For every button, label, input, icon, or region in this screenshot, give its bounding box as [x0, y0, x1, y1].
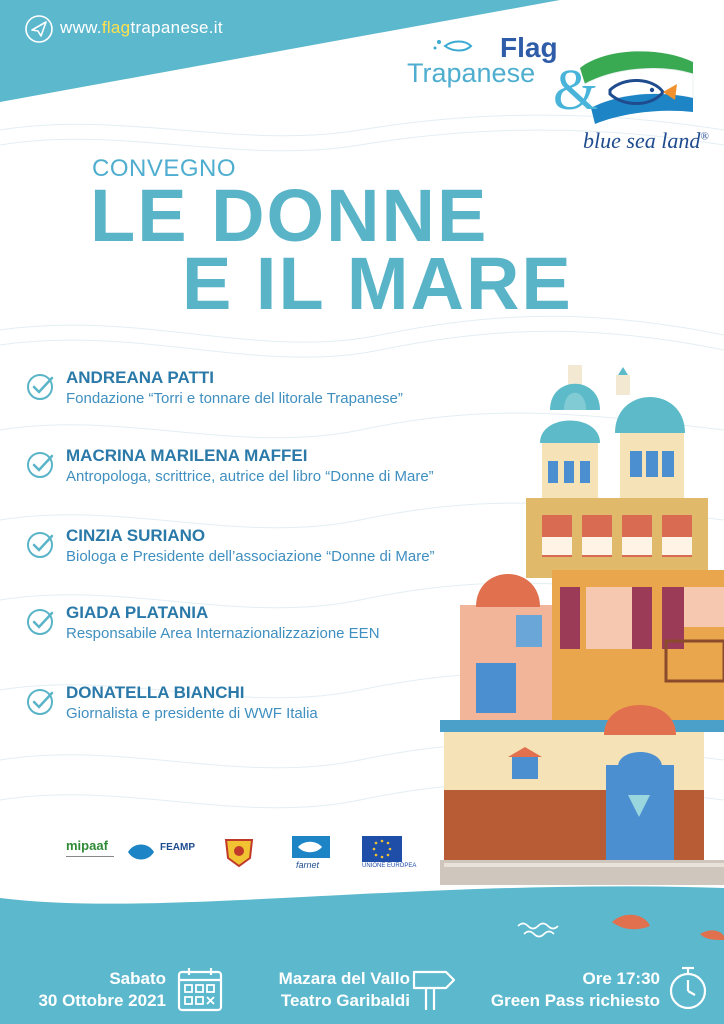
logo-trapanese-text: Trapanese: [407, 58, 536, 88]
eu-label: UNIONE EUROPEA: [362, 863, 417, 869]
footer-date: 30 Ottobre 2021: [38, 991, 166, 1010]
footer-city: Mazara del Vallo: [278, 969, 410, 988]
speaker-name: ANDREANA PATTI: [66, 368, 214, 387]
logo-blue-sea-land-text: blue sea land®: [583, 128, 709, 153]
building-illustration: [440, 365, 724, 885]
sponsor-logos: [60, 832, 420, 877]
eu-flag-icon: [362, 836, 402, 864]
feamp-logo: FEAMP: [160, 842, 195, 853]
event-kicker: CONVEGNO: [92, 155, 237, 182]
signpost-icon: [410, 966, 458, 1014]
url-highlight: flag: [101, 18, 131, 37]
speaker-role: Fondazione “Torri e tonnare del litorale Trapanese”: [66, 390, 403, 407]
speaker-role: Responsabile Area Internazionalizzazione EEN: [66, 625, 380, 642]
sicilia-region-icon: [222, 836, 256, 868]
logo-flag-text: Flag: [500, 32, 558, 63]
speaker-role: Antropologa, scrittrice, autrice del libro “Donne di Mare”: [66, 468, 434, 485]
calendar-icon: [176, 966, 224, 1014]
check-circle-icon: [26, 530, 56, 560]
speaker-name: CINZIA SURIANO: [66, 526, 206, 545]
check-circle-icon: [26, 450, 56, 480]
paper-plane-icon: [24, 14, 54, 44]
speaker-role: Biologa e Presidente dell’associazione “Donne di Mare”: [66, 548, 435, 565]
footer-note: Green Pass richiesto: [490, 991, 660, 1010]
website-link[interactable]: [60, 18, 223, 38]
speaker-name: GIADA PLATANIA: [66, 603, 209, 622]
url-prefix: www.: [60, 18, 102, 37]
footer-time: Ore 17:30: [582, 969, 660, 988]
mipaaf-logo: mipaaf: [66, 838, 108, 853]
stopwatch-icon: [664, 964, 712, 1012]
check-circle-icon: [26, 687, 56, 717]
speaker-name: DONATELLA BIANCHI: [66, 683, 245, 702]
url-suffix: trapanese.it: [130, 18, 223, 37]
speaker-role: Giornalista e presidente di WWF Italia: [66, 705, 318, 722]
feamp-fish-icon: [126, 840, 156, 864]
farnet-label: farnet: [296, 860, 320, 870]
check-circle-icon: [26, 607, 56, 637]
flag-trapanese-logo: [405, 28, 710, 163]
footer-venue: Teatro Garibaldi: [280, 991, 410, 1010]
event-title-line1: LE DONNE: [90, 174, 489, 257]
logo-ampersand: &: [553, 57, 599, 122]
speaker-name: MACRINA MARILENA MAFFEI: [66, 446, 308, 465]
footer-day: Sabato: [109, 969, 166, 988]
mipaaf-subline: [66, 856, 114, 867]
event-title-line2: E IL MARE: [182, 242, 573, 325]
check-circle-icon: [26, 372, 56, 402]
